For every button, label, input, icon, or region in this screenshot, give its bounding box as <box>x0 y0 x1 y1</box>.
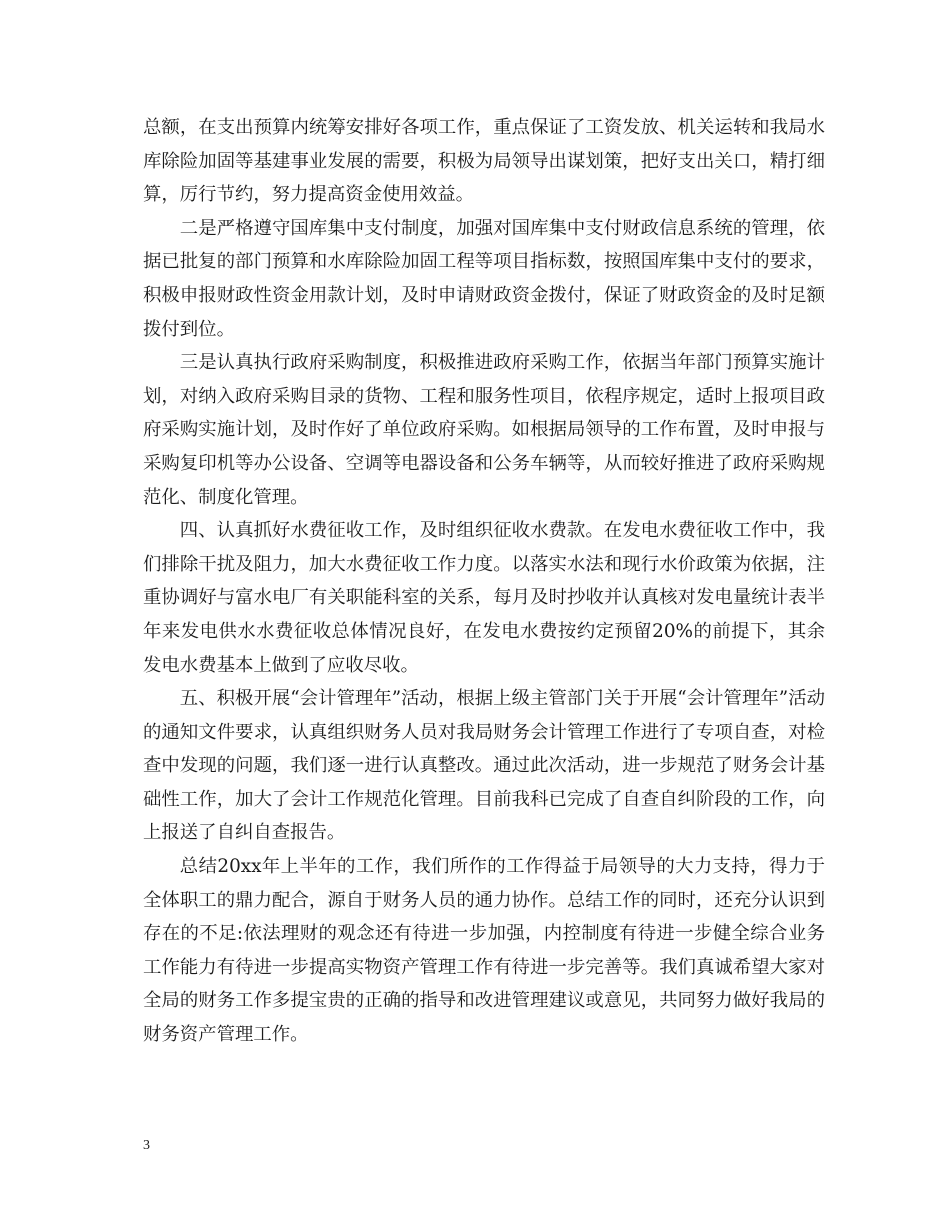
paragraph-accounting-management-year: 五、积极开展“会计管理年”活动，根据上级主管部门关于开展“会计管理年”活动的通知文件要求，认真组织财务人员对我局财务会计管理工作进行了专项自查，对检查中发现的问题，我们逐一进行认真整改。通过此次活动，进一步规范了财务会计基础性工作，加大了会计工作规范化管理。目前我科已完成了自查自纠阶段的工作，向上报送了自纠自查报告。 <box>143 688 825 844</box>
paragraph-continuation: 总额，在支出预算内统筹安排好各项工作，重点保证了工资发放、机关运转和我局水库除险加固等基建事业发展的需要，积极为局领导出谋划策，把好支出关口，精打细算，厉行节约，努力提高资金使用效益。 <box>143 117 825 206</box>
paragraph-water-fee-collection: 四、认真抓好水费征收工作，及时组织征收水费款。在发电水费征收工作中，我们排除干扰及阻力，加大水费征收工作力度。以落实水法和现行水价政策为依据，注重协调好与富水电厂有关职能科室的关系，每月及时抄收并认真核对发电量统计表半年来发电供水水费征收总体情况良好，在发电水费按约定预留20%的前提下，其余发电水费基本上做到了应收尽收。 <box>143 520 825 676</box>
paragraph-treasury-payment: 二是严格遵守国库集中支付制度，加强对国库集中支付财政信息系统的管理，依据已批复的部门预算和水库除险加固工程等项目指标数，按照国库集中支付的要求，积极申报财政性资金用款计划，及时申请财政资金拨付，保证了财政资金的及时足额拨付到位。 <box>143 217 825 340</box>
paragraph-government-procurement: 三是认真执行政府采购制度，积极推进政府采购工作，依据当年部门预算实施计划，对纳入政府采购目录的货物、工程和服务性项目，依程序规定，适时上报项目政府采购实施计划，及时作好了单位政府采购。如根据局领导的工作布置，及时申报与采购复印机等办公设备、空调等电器设备和公务车辆等，从而较好推进了政府采购规范化、制度化管理。 <box>143 352 825 508</box>
page-number: 3 <box>143 1138 150 1153</box>
paragraph-summary: 总结20xx年上半年的工作，我们所作的工作得益于局领导的大力支持，得力于全体职工的鼎力配合，源自于财务人员的通力协作。总结工作的同时，还充分认识到存在的不足:依法理财的观念还有待进一步加强，内控制度有待进一步健全综合业务工作能力有待进一步提高实物资产管理工作有待进一步完善等。我们真诚希望大家对全局的财务工作多提宝贵的正确的指导和改进管理建议或意见，共同努力做好我局的财务资产管理工作。 <box>143 856 825 1046</box>
document-body <box>143 111 825 1052</box>
